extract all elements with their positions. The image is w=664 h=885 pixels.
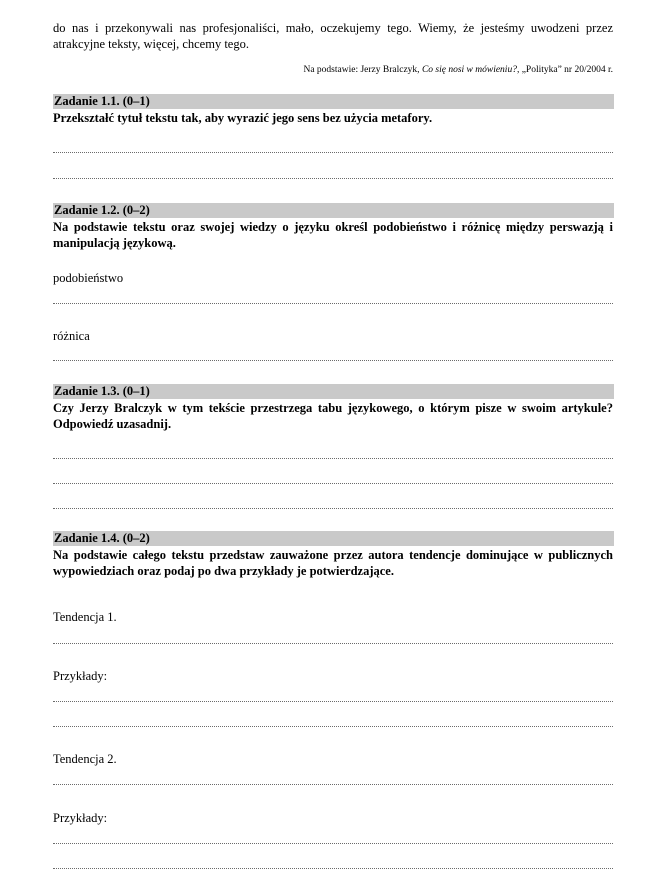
answer-line[interactable] <box>53 178 613 179</box>
answer-line[interactable] <box>53 868 613 869</box>
source-prefix: Na podstawie: Jerzy Bralczyk, <box>303 65 422 75</box>
answer-line[interactable] <box>53 726 613 727</box>
label-similarity: podobieństwo <box>53 271 124 285</box>
answer-line[interactable] <box>53 643 613 644</box>
source-citation <box>53 64 613 77</box>
label-examples-1: Przykłady: <box>53 669 108 683</box>
answer-line[interactable] <box>53 508 613 509</box>
label-difference: różnica <box>53 329 90 343</box>
task-1-2-header: Zadanie 1.2. (0–2) <box>53 203 614 218</box>
answer-line[interactable] <box>53 843 613 844</box>
task-1-1-header: Zadanie 1.1. (0–1) <box>53 94 614 109</box>
task-1-4-prompt: Na podstawie całego tekstu przedstaw zauważone przez autora tendencje dominujące w publicznych wypowiedziach oraz podaj po dwa przykłady je potwierdzające. <box>53 548 613 578</box>
task-1-4-header: Zadanie 1.4. (0–2) <box>53 531 614 546</box>
source-title: Co się nosi w mówieniu? <box>421 65 517 75</box>
label-tendency-2: Tendencja 2. <box>53 752 117 766</box>
answer-line[interactable] <box>53 483 613 484</box>
answer-line[interactable] <box>53 360 613 361</box>
answer-line[interactable] <box>53 152 613 153</box>
answer-line[interactable] <box>53 458 613 459</box>
intro-text: do nas i przekonywali nas profesjonaliści, mało, oczekujemy tego. Wiemy, że jesteśmy uwodzeni przez atrakcyjne teksty, więcej, chcemy tego. <box>53 21 613 51</box>
label-tendency-1: Tendencja 1. <box>53 610 117 624</box>
task-1-1-prompt: Przekształć tytuł tekstu tak, aby wyrazić jego sens bez użycia metafory. <box>53 111 433 125</box>
source-suffix: , „Polityka” nr 20/2004 r. <box>516 65 613 75</box>
answer-line[interactable] <box>53 784 613 785</box>
task-1-3-header: Zadanie 1.3. (0–1) <box>53 384 614 399</box>
task-1-3-prompt: Czy Jerzy Bralczyk w tym tekście przestrzega tabu językowego, o którym pisze w swoim artykule? Odpowiedź uzasadnij. <box>53 401 613 431</box>
label-examples-2: Przykłady: <box>53 811 108 825</box>
task-1-2-prompt: Na podstawie tekstu oraz swojej wiedzy o języku określ podobieństwo i różnicę między perswazją i manipulacją językową. <box>53 220 613 250</box>
answer-line[interactable] <box>53 701 613 702</box>
answer-line[interactable] <box>53 303 613 304</box>
